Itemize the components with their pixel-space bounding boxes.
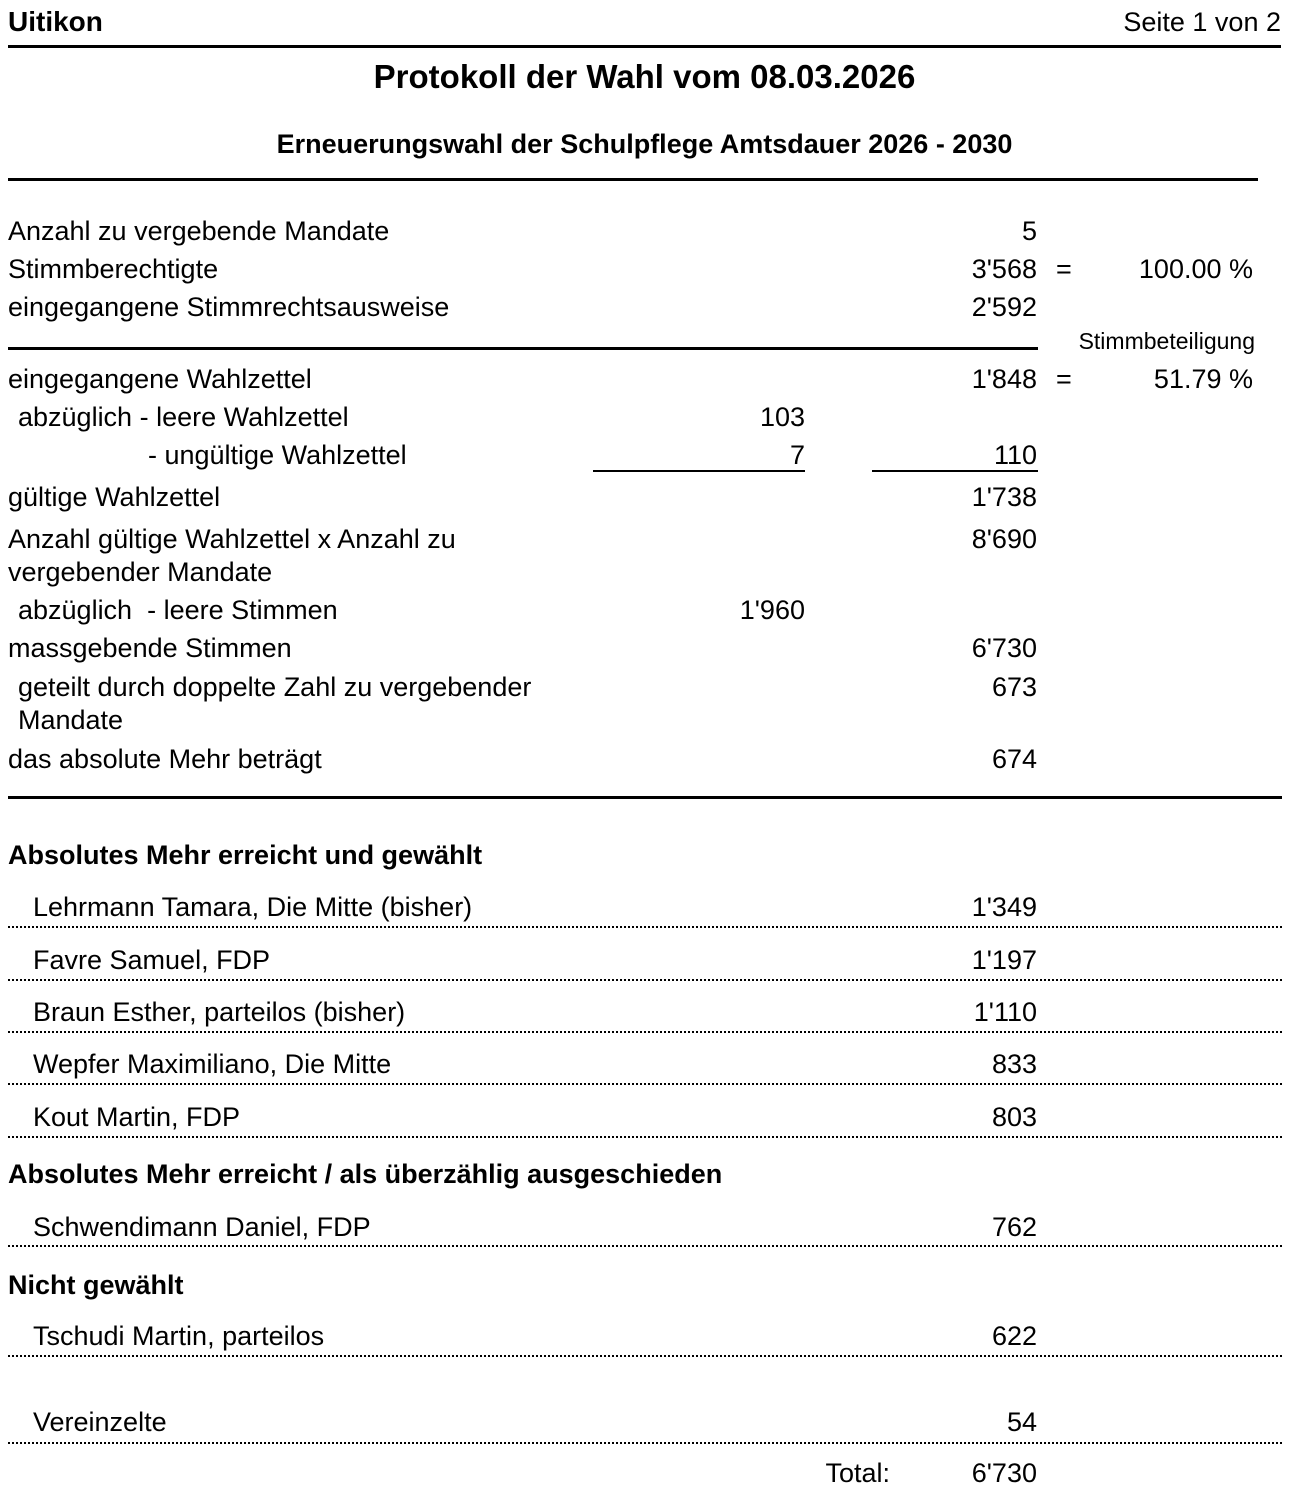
section-heading-surplus: Absolutes Mehr erreicht / als überzählig ausgeschieden [8,1159,723,1189]
row-divider [8,1245,1282,1247]
subtotal-rule [8,347,1038,350]
row-divider [8,1355,1282,1357]
candidate-row [0,1320,1289,1353]
stat-label: abzüglich - leere Stimmen [18,595,338,625]
page-title: Protokoll der Wahl vom 08.03.2026 [373,58,916,95]
candidate-name: Tschudi Martin, parteilos [33,1321,325,1351]
stat-label: geteilt durch doppelte Zahl zu vergebender Mandate [18,672,539,735]
candidate-name: Wepfer Maximiliano, Die Mitte [33,1049,392,1079]
stat-row-voting-cards [0,291,1289,324]
candidate-votes: 1'349 [971,892,1037,922]
candidate-votes: 803 [991,1102,1037,1132]
stat-label: Anzahl gültige Wahlzettel x Anzahl zu vergebender Mandate [8,524,464,587]
candidate-row [0,996,1289,1029]
equals-sign: = [1056,364,1072,394]
stat-row-mandates [0,215,1289,248]
row-divider [8,1031,1282,1033]
page-subtitle: Erneuerungswahl der Schulpflege Amtsdauer 2026 - 2030 [276,129,1013,159]
stat-deduction: 103 [759,402,805,432]
candidate-row [0,944,1289,977]
page-number-label: Seite 1 von 2 [1123,7,1281,37]
stat-row-valid-ballots [0,481,1289,514]
stat-row-empty-votes [0,594,1289,627]
total-value: 6'730 [971,1458,1037,1488]
candidate-name: Lehrmann Tamara, Die Mitte (bisher) [33,892,473,922]
section-heading-not-elected: Nicht gewählt [8,1270,184,1300]
stat-value: 8'690 [971,524,1037,554]
scattered-votes-value: 54 [1006,1407,1037,1437]
candidate-name: Favre Samuel, FDP [33,945,271,975]
stat-label: massgebende Stimmen [8,633,292,663]
stat-label: abzüglich - leere Wahlzettel [18,402,349,432]
stat-row-absolute-majority [0,743,1289,776]
stat-value: 3'568 [971,254,1037,284]
candidate-row [0,1048,1289,1081]
stat-label: - ungültige Wahlzettel [148,440,407,470]
stat-value: 110 [993,440,1037,470]
section-heading-elected: Absolutes Mehr erreicht und gewählt [8,840,483,870]
stat-label: eingegangene Wahlzettel [8,364,312,394]
stat-value: 6'730 [971,633,1037,663]
stat-percentage: 100.00 % [1138,254,1253,284]
row-divider [8,1442,1282,1444]
stat-row-invalid-ballots [0,439,1289,472]
stat-row-divided-by-double-mandates [0,671,1289,737]
stat-row-empty-ballots [0,401,1289,434]
stat-percentage: 51.79 % [1153,364,1253,394]
total-label: Total: [825,1458,890,1488]
stat-value: 2'592 [971,292,1037,322]
municipality-name: Uitikon [8,6,103,37]
stat-row-ballots-received [0,363,1289,396]
candidate-name: Braun Esther, parteilos (bisher) [33,997,406,1027]
stat-label: gültige Wahlzettel [8,482,221,512]
stat-row-decisive-votes [0,632,1289,665]
value-sum-rule [872,470,1038,472]
candidate-row [0,1211,1289,1244]
stat-row-ballots-times-mandates [0,523,1289,589]
candidate-row [0,891,1289,924]
candidate-votes: 1'110 [973,997,1037,1027]
candidate-votes: 833 [991,1049,1037,1079]
candidate-votes: 1'197 [971,945,1037,975]
section-rule [8,796,1282,799]
stat-value: 5 [1021,216,1037,246]
candidate-row [0,1101,1289,1134]
equals-sign: = [1056,254,1072,284]
scattered-votes-row [0,1406,1289,1439]
stat-deduction: 7 [789,440,805,470]
stat-label: eingegangene Stimmrechtsausweise [8,292,450,322]
stat-value: 1'738 [971,482,1037,512]
stat-value: 1'848 [971,364,1037,394]
scattered-votes-label: Vereinzelte [33,1407,167,1437]
stat-label: das absolute Mehr beträgt [8,744,322,774]
row-divider [8,1136,1282,1138]
row-divider [8,926,1282,928]
stat-value: 673 [991,672,1037,702]
participation-label: Stimmbeteiligung [1078,328,1255,354]
row-divider [8,1083,1282,1085]
candidate-votes: 762 [991,1212,1037,1242]
header-rule [8,45,1281,48]
stat-label: Anzahl zu vergebende Mandate [8,216,390,246]
stat-value: 674 [991,744,1037,774]
candidate-name: Kout Martin, FDP [33,1102,241,1132]
candidate-name: Schwendimann Daniel, FDP [33,1212,371,1242]
total-row [0,1457,1289,1489]
deduction-sum-rule [593,470,805,472]
stat-deduction: 1'960 [739,595,805,625]
candidate-votes: 622 [991,1321,1037,1351]
stat-label: Stimmberechtigte [8,254,219,284]
row-divider [8,979,1282,981]
stat-row-eligible-voters [0,253,1289,286]
subtitle-rule [8,178,1258,181]
